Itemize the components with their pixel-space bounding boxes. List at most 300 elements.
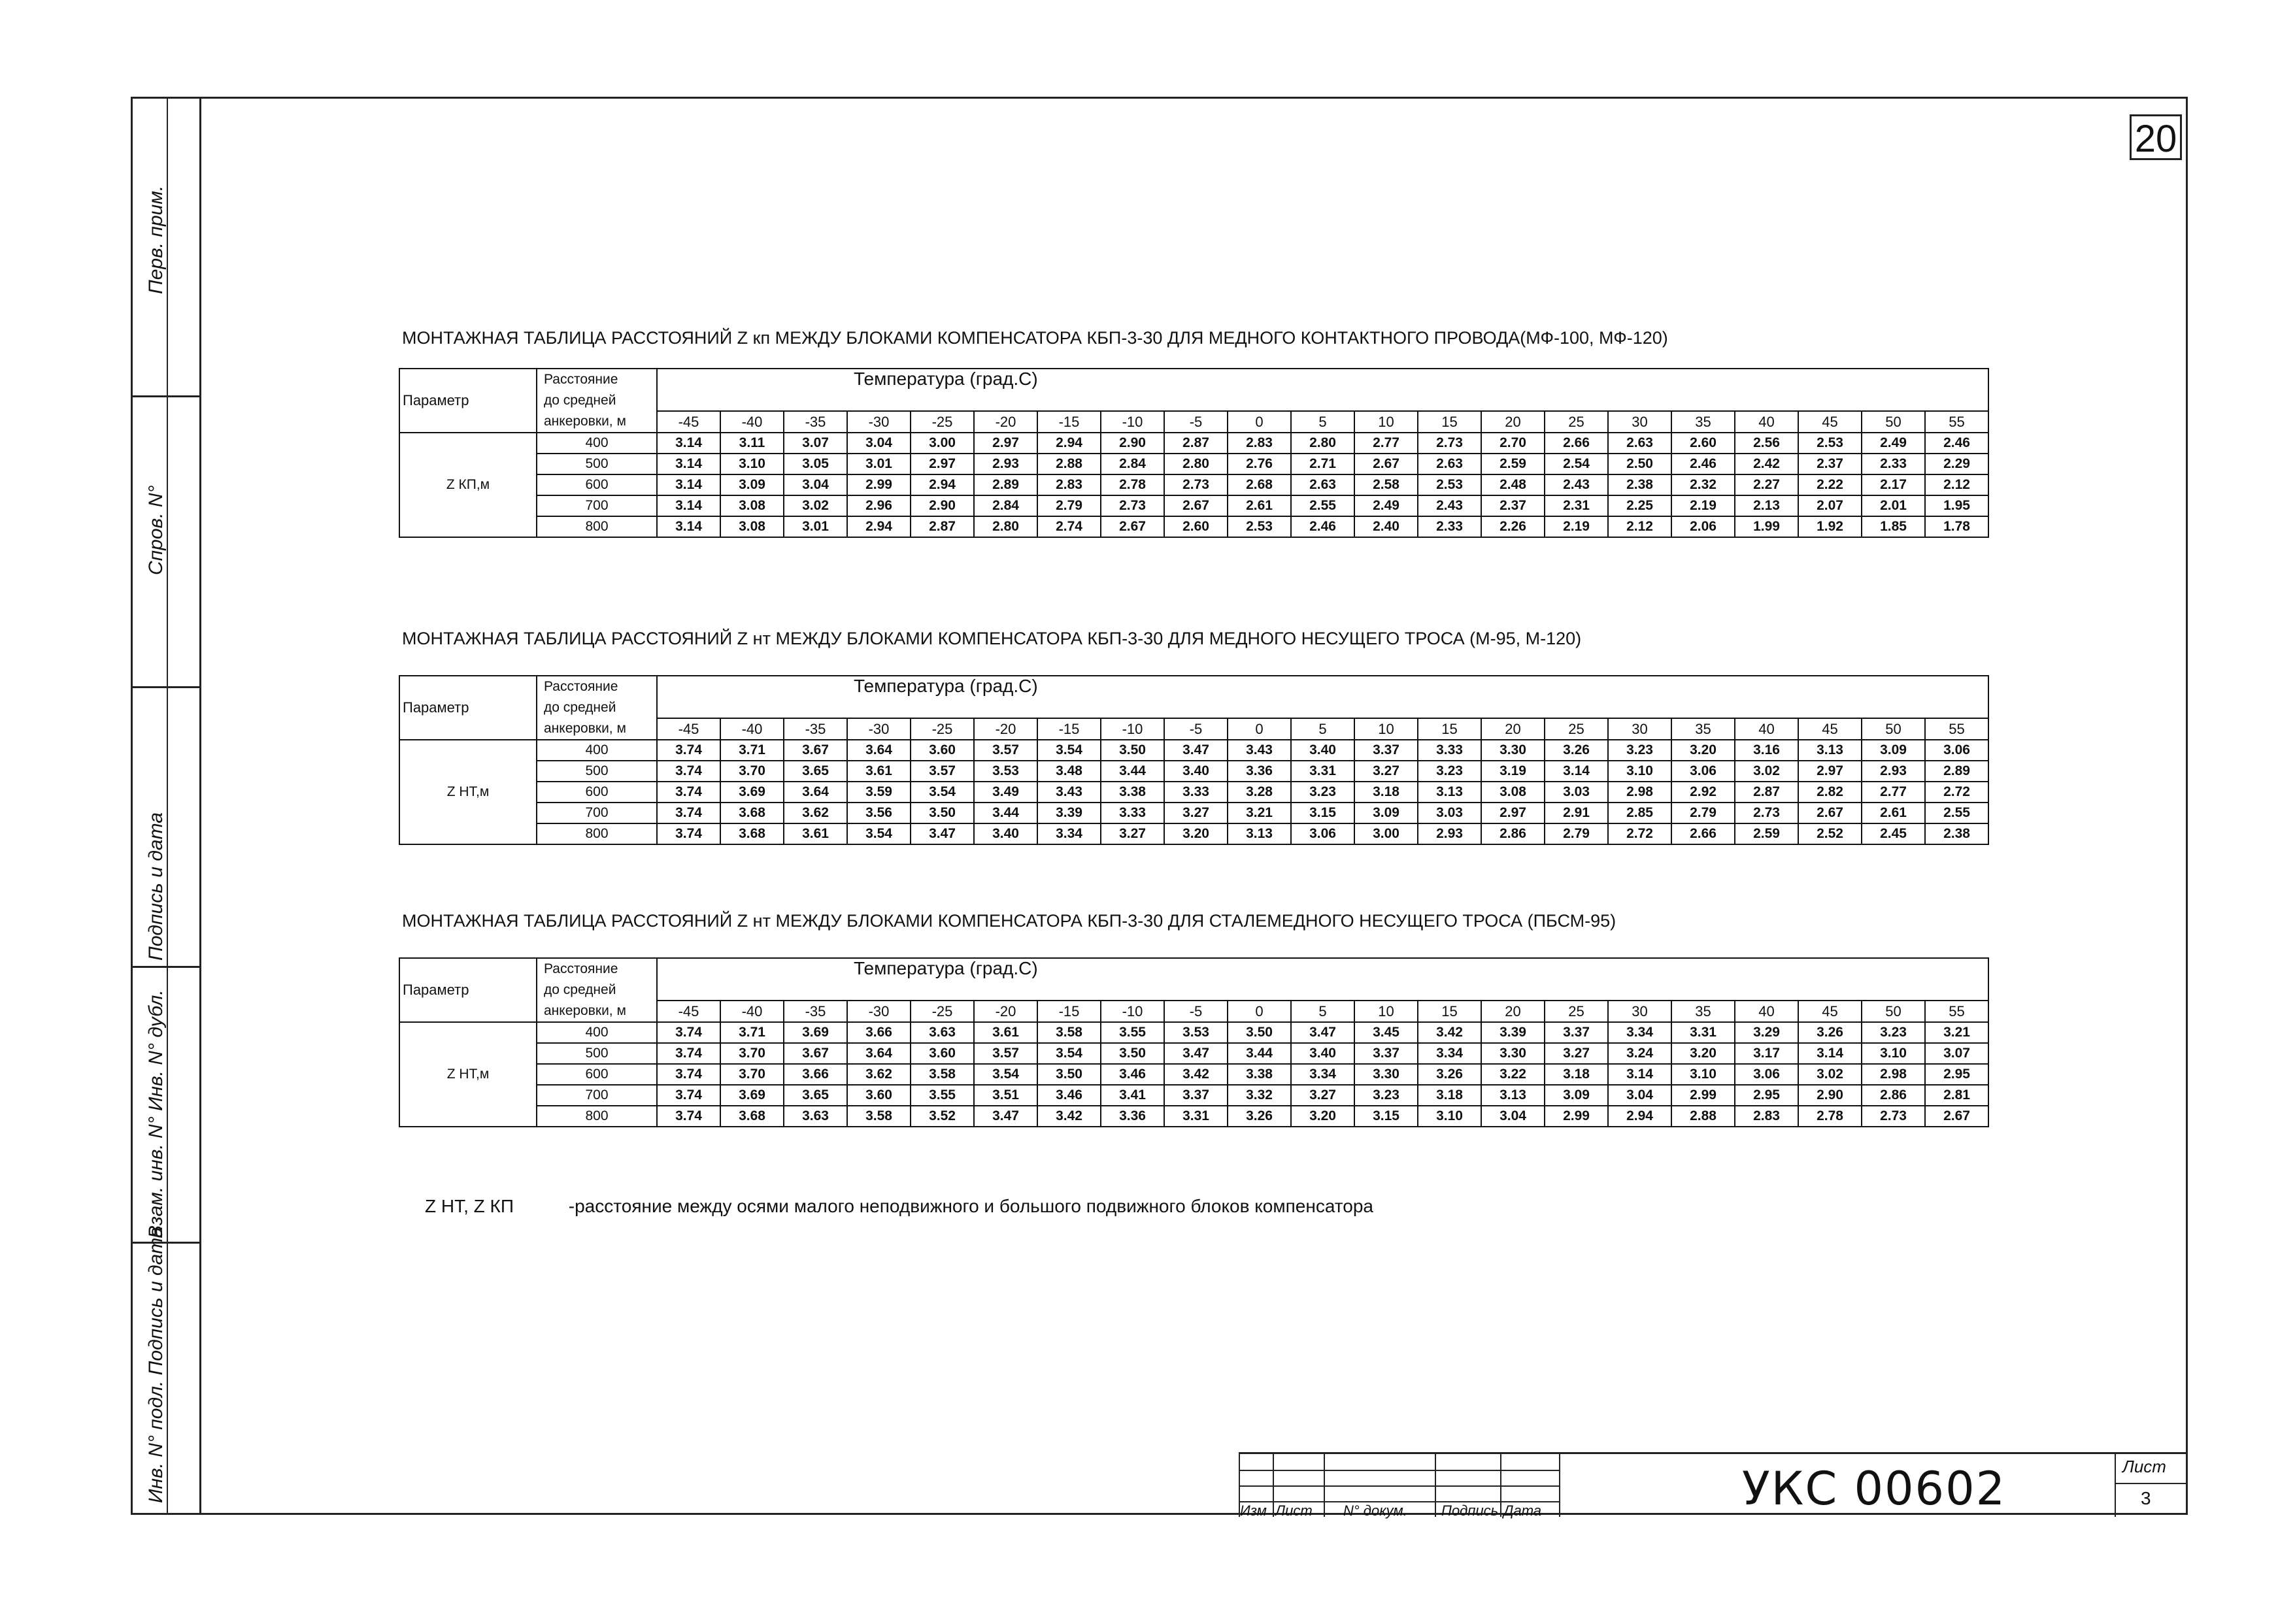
temperature-header-cell: 55 [1925,1001,1988,1022]
value-cell: 2.99 [847,474,911,495]
value-cell: 2.63 [1608,433,1671,454]
value-cell: 3.74 [657,782,720,803]
value-cell: 3.43 [1037,782,1101,803]
stamp-label-doc-no: N° докум. [1343,1502,1407,1519]
param-cell: Z НТ,м [399,740,537,844]
temperature-header-cell: -10 [1101,411,1164,433]
temperature-header-cell: 50 [1862,1001,1925,1022]
temperature-header-cell: -45 [657,718,720,740]
value-cell: 3.15 [1291,803,1354,823]
value-cell: 3.74 [657,1085,720,1106]
value-cell: 2.85 [1608,803,1671,823]
value-cell: 3.39 [1481,1022,1545,1043]
value-cell: 3.21 [1228,803,1291,823]
value-cell: 3.27 [1101,823,1164,844]
value-cell: 2.67 [1925,1106,1988,1127]
value-cell: 3.21 [1925,1022,1988,1043]
value-cell: 2.97 [974,433,1037,454]
value-cell: 3.39 [1037,803,1101,823]
value-cell: 3.03 [1545,782,1608,803]
value-cell: 3.74 [657,1043,720,1064]
temperature-header-cell: 25 [1545,411,1608,433]
value-cell: 2.46 [1925,433,1988,454]
value-cell: 3.20 [1164,823,1228,844]
value-cell: 2.46 [1671,454,1735,474]
title-block-line [1239,1485,1559,1487]
value-cell: 2.98 [1862,1064,1925,1085]
value-cell: 2.27 [1735,474,1798,495]
value-cell: 2.55 [1291,495,1354,516]
value-cell: 2.84 [1101,454,1164,474]
temperature-header-cell: 35 [1671,1001,1735,1022]
value-cell: 3.62 [784,803,847,823]
stamp-label-izm: Изм [1240,1502,1267,1519]
header-dist-line1: Расстояние [537,369,657,390]
value-cell: 3.00 [911,433,974,454]
value-cell: 3.13 [1418,782,1481,803]
value-cell: 3.31 [1671,1022,1735,1043]
value-cell: 3.58 [847,1106,911,1127]
header-param: Параметр [399,676,537,740]
value-cell: 3.54 [847,823,911,844]
legend-note-key: Z НТ, Z КП [425,1196,514,1216]
value-cell: 3.64 [847,1043,911,1064]
value-cell: 3.44 [1228,1043,1291,1064]
value-cell: 3.74 [657,823,720,844]
value-cell: 3.64 [784,782,847,803]
value-cell: 2.19 [1671,495,1735,516]
value-cell: 2.66 [1671,823,1735,844]
title-block [1239,1452,2186,1517]
temperature-header-cell: 40 [1735,718,1798,740]
value-cell: 2.81 [1925,1085,1988,1106]
value-cell: 1.92 [1798,516,1862,537]
value-cell: 3.33 [1164,782,1228,803]
temperature-header-cell: 25 [1545,1001,1608,1022]
value-cell: 2.86 [1481,823,1545,844]
value-cell: 3.55 [911,1085,974,1106]
value-cell: 2.72 [1925,782,1988,803]
value-cell: 2.25 [1608,495,1671,516]
title-block-col [1273,1454,1274,1517]
title-block-line [2115,1483,2186,1484]
value-cell: 3.56 [847,803,911,823]
value-cell: 3.62 [847,1064,911,1085]
distance-cell: 800 [537,516,657,537]
temperature-header-cell: 30 [1608,1001,1671,1022]
value-cell: 1.78 [1925,516,1988,537]
temperature-header-cell: -15 [1037,1001,1101,1022]
temperature-header-cell: -35 [784,1001,847,1022]
value-cell: 2.70 [1481,433,1545,454]
table-row [399,474,1988,495]
value-cell: 3.68 [720,823,784,844]
value-cell: 3.50 [911,803,974,823]
value-cell: 3.42 [1418,1022,1481,1043]
value-cell: 3.18 [1545,1064,1608,1085]
value-cell: 3.40 [1164,761,1228,782]
value-cell: 3.44 [1101,761,1164,782]
mounting-table-contact-wire [399,368,1989,538]
value-cell: 2.13 [1735,495,1798,516]
table-row [399,803,1988,823]
value-cell: 3.05 [784,454,847,474]
param-cell: Z КП,м [399,433,537,537]
temperature-header-cell: -20 [974,718,1037,740]
value-cell: 2.67 [1164,495,1228,516]
binding-strip-separator [131,686,201,688]
value-cell: 2.55 [1925,803,1988,823]
value-cell: 3.10 [1862,1043,1925,1064]
value-cell: 3.07 [1925,1043,1988,1064]
temperature-header-cell: 40 [1735,1001,1798,1022]
value-cell: 2.99 [1671,1085,1735,1106]
value-cell: 3.40 [974,823,1037,844]
stamp-label-date: Дата [1503,1502,1542,1519]
side-label-perv-prim: Перв. прим. [145,185,167,294]
temperature-header-cell: -20 [974,1001,1037,1022]
value-cell: 3.59 [847,782,911,803]
side-label-inv-podl: Инв. N° подл. Подпись и дата [145,1227,167,1503]
value-cell: 2.83 [1228,433,1291,454]
value-cell: 3.51 [974,1085,1037,1106]
temperature-header-cell: 20 [1481,718,1545,740]
value-cell: 3.23 [1418,761,1481,782]
value-cell: 3.47 [1164,740,1228,761]
temperature-header-cell: -45 [657,411,720,433]
value-cell: 3.37 [1354,740,1418,761]
value-cell: 2.83 [1735,1106,1798,1127]
value-cell: 2.97 [1798,761,1862,782]
value-cell: 2.38 [1925,823,1988,844]
title-block-col [1435,1454,1436,1517]
temperature-header-cell: -40 [720,1001,784,1022]
value-cell: 3.10 [720,454,784,474]
value-cell: 2.07 [1798,495,1862,516]
value-cell: 3.16 [1735,740,1798,761]
value-cell: 2.79 [1671,803,1735,823]
value-cell: 3.17 [1735,1043,1798,1064]
value-cell: 2.42 [1735,454,1798,474]
value-cell: 3.04 [1608,1085,1671,1106]
value-cell: 2.90 [1101,433,1164,454]
value-cell: 3.54 [1037,1043,1101,1064]
value-cell: 2.49 [1354,495,1418,516]
value-cell: 2.22 [1798,474,1862,495]
temperature-header-cell: 45 [1798,1001,1862,1022]
value-cell: 2.97 [911,454,974,474]
value-cell: 2.54 [1545,454,1608,474]
value-cell: 3.42 [1037,1106,1101,1127]
mounting-table-copper-carrier [399,675,1989,845]
value-cell: 2.89 [1925,761,1988,782]
value-cell: 2.37 [1798,454,1862,474]
value-cell: 2.77 [1354,433,1418,454]
value-cell: 3.29 [1735,1022,1798,1043]
table-row [399,433,1988,454]
value-cell: 3.47 [1291,1022,1354,1043]
value-cell: 2.26 [1481,516,1545,537]
value-cell: 3.13 [1228,823,1291,844]
value-cell: 3.65 [784,1085,847,1106]
value-cell: 2.50 [1608,454,1671,474]
distance-cell: 600 [537,1064,657,1085]
value-cell: 3.20 [1671,740,1735,761]
value-cell: 3.10 [1608,761,1671,782]
value-cell: 2.94 [1037,433,1101,454]
temperature-header-cell: -25 [911,411,974,433]
value-cell: 3.09 [1354,803,1418,823]
temperature-header-cell: 50 [1862,411,1925,433]
value-cell: 3.47 [911,823,974,844]
value-cell: 2.99 [1545,1106,1608,1127]
value-cell: 3.09 [720,474,784,495]
header-param: Параметр [399,369,537,433]
value-cell: 3.55 [1101,1022,1164,1043]
value-cell: 3.61 [847,761,911,782]
value-cell: 3.34 [1418,1043,1481,1064]
table-row [399,1106,1988,1127]
table-row [399,1064,1988,1085]
value-cell: 3.06 [1291,823,1354,844]
value-cell: 3.23 [1354,1085,1418,1106]
value-cell: 3.68 [720,803,784,823]
value-cell: 3.61 [974,1022,1037,1043]
title-block-col [1324,1454,1325,1517]
value-cell: 2.80 [1291,433,1354,454]
distance-cell: 700 [537,495,657,516]
list-number: 3 [2141,1488,2151,1508]
value-cell: 3.65 [784,761,847,782]
value-cell: 3.31 [1291,761,1354,782]
value-cell: 2.43 [1418,495,1481,516]
value-cell: 3.49 [974,782,1037,803]
value-cell: 3.02 [784,495,847,516]
value-cell: 3.08 [1481,782,1545,803]
value-cell: 2.59 [1481,454,1545,474]
distance-cell: 700 [537,803,657,823]
value-cell: 2.60 [1671,433,1735,454]
value-cell: 2.73 [1164,474,1228,495]
value-cell: 2.53 [1798,433,1862,454]
value-cell: 3.14 [1608,1064,1671,1085]
value-cell: 2.97 [1481,803,1545,823]
temperature-header-cell: 15 [1418,718,1481,740]
value-cell: 3.53 [974,761,1037,782]
value-cell: 3.27 [1291,1085,1354,1106]
value-cell: 3.38 [1101,782,1164,803]
value-cell: 3.70 [720,761,784,782]
stamp-label-list: Лист [1275,1502,1313,1519]
value-cell: 3.60 [911,740,974,761]
value-cell: 2.88 [1671,1106,1735,1127]
document-code: УКС 00602 [1742,1462,2007,1516]
value-cell: 3.69 [720,782,784,803]
value-cell: 3.06 [1671,761,1735,782]
value-cell: 2.87 [1735,782,1798,803]
temperature-header-cell: 50 [1862,718,1925,740]
distance-cell: 500 [537,761,657,782]
mounting-table-steel-copper-carrier [399,957,1989,1127]
side-label-podpis-data: Подпись и дата [145,812,167,961]
value-cell: 3.42 [1164,1064,1228,1085]
temperature-header-cell: -5 [1164,1001,1228,1022]
value-cell: 2.94 [1608,1106,1671,1127]
value-cell: 2.88 [1037,454,1101,474]
value-cell: 3.34 [1608,1022,1671,1043]
header-dist-line3: анкеровки, м [537,1001,657,1022]
header-dist-line2: до средней [537,980,657,1001]
header-dist-line3: анкеровки, м [537,411,657,433]
value-cell: 3.14 [657,474,720,495]
value-cell: 2.96 [847,495,911,516]
value-cell: 3.47 [974,1106,1037,1127]
value-cell: 3.41 [1101,1085,1164,1106]
value-cell: 3.32 [1228,1085,1291,1106]
value-cell: 2.53 [1418,474,1481,495]
value-cell: 3.57 [974,740,1037,761]
temperature-header-cell: -35 [784,718,847,740]
value-cell: 2.93 [1418,823,1481,844]
temperature-header-cell: -5 [1164,411,1228,433]
value-cell: 3.14 [657,454,720,474]
header-temperature: Температура (град.С) [657,958,1988,1001]
title-block-col [1559,1454,1560,1517]
temperature-header-cell: 0 [1228,718,1291,740]
value-cell: 3.30 [1481,740,1545,761]
temperature-header-cell: -20 [974,411,1037,433]
header-dist-line3: анкеровки, м [537,718,657,740]
value-cell: 2.38 [1608,474,1671,495]
value-cell: 3.30 [1354,1064,1418,1085]
value-cell: 3.58 [911,1064,974,1085]
temperature-header-cell: -25 [911,718,974,740]
temperature-header-cell: 45 [1798,718,1862,740]
table-1-title: МОНТАЖНАЯ ТАБЛИЦА РАССТОЯНИЙ Z кп МЕЖДУ БЛОКАМИ КОМПЕНСАТОРА КБП-3-30 ДЛЯ МЕДНОГО КОНТАКТНОГО ПРОВОДА(МФ-100, МФ-120) [402,328,1668,348]
value-cell: 3.33 [1101,803,1164,823]
value-cell: 3.13 [1481,1085,1545,1106]
value-cell: 2.59 [1735,823,1798,844]
value-cell: 3.23 [1291,782,1354,803]
side-label-sprav-no: Спров. N° [145,485,167,575]
value-cell: 3.02 [1735,761,1798,782]
value-cell: 3.20 [1671,1043,1735,1064]
value-cell: 3.07 [784,433,847,454]
binding-strip-separator [131,966,201,968]
value-cell: 2.73 [1735,803,1798,823]
param-cell: Z НТ,м [399,1022,537,1127]
value-cell: 2.84 [974,495,1037,516]
value-cell: 3.01 [784,516,847,537]
value-cell: 3.74 [657,740,720,761]
value-cell: 3.27 [1354,761,1418,782]
value-cell: 3.08 [720,495,784,516]
value-cell: 3.50 [1101,740,1164,761]
value-cell: 3.70 [720,1043,784,1064]
value-cell: 1.85 [1862,516,1925,537]
temperature-header-cell: 25 [1545,718,1608,740]
value-cell: 3.57 [974,1043,1037,1064]
distance-cell: 600 [537,782,657,803]
value-cell: 2.63 [1418,454,1481,474]
table-row [399,1043,1988,1064]
value-cell: 3.58 [1037,1022,1101,1043]
value-cell: 2.60 [1164,516,1228,537]
value-cell: 2.33 [1418,516,1481,537]
table-row [399,516,1988,537]
temperature-header-cell: 45 [1798,411,1862,433]
value-cell: 3.30 [1481,1043,1545,1064]
value-cell: 3.57 [911,761,974,782]
value-cell: 3.67 [784,740,847,761]
value-cell: 3.46 [1037,1085,1101,1106]
value-cell: 3.26 [1228,1106,1291,1127]
distance-cell: 400 [537,433,657,454]
value-cell: 3.70 [720,1064,784,1085]
value-cell: 3.61 [784,823,847,844]
value-cell: 3.74 [657,1064,720,1085]
value-cell: 3.08 [720,516,784,537]
temperature-header-cell: 10 [1354,718,1418,740]
value-cell: 3.22 [1481,1064,1545,1085]
value-cell: 3.14 [1545,761,1608,782]
value-cell: 3.20 [1291,1106,1354,1127]
value-cell: 2.43 [1545,474,1608,495]
temperature-header-cell: 15 [1418,1001,1481,1022]
value-cell: 2.86 [1862,1085,1925,1106]
value-cell: 2.49 [1862,433,1925,454]
value-cell: 3.69 [784,1022,847,1043]
temperature-header-cell: 0 [1228,411,1291,433]
value-cell: 2.77 [1862,782,1925,803]
value-cell: 3.38 [1228,1064,1291,1085]
value-cell: 3.45 [1354,1022,1418,1043]
value-cell: 3.14 [657,516,720,537]
value-cell: 2.90 [1798,1085,1862,1106]
value-cell: 3.04 [784,474,847,495]
value-cell: 3.46 [1101,1064,1164,1085]
distance-cell: 500 [537,1043,657,1064]
value-cell: 3.40 [1291,740,1354,761]
stamp-label-signature: Подпись [1441,1502,1499,1519]
table-row [399,761,1988,782]
value-cell: 3.66 [847,1022,911,1043]
list-label: Лист [2122,1457,2166,1476]
value-cell: 2.67 [1798,803,1862,823]
side-label-vzam-inv: Взам. инв. N° Инв. N° дубл. [145,989,167,1238]
table-row [399,454,1988,474]
temperature-header-cell: 30 [1608,718,1671,740]
header-dist-line2: до средней [537,697,657,718]
temperature-header-cell: 10 [1354,411,1418,433]
temperature-header-cell: 15 [1418,411,1481,433]
value-cell: 2.06 [1671,516,1735,537]
value-cell: 2.73 [1418,433,1481,454]
temperature-header-cell: 10 [1354,1001,1418,1022]
value-cell: 3.14 [1798,1043,1862,1064]
temperature-header-cell: -25 [911,1001,974,1022]
value-cell: 3.48 [1037,761,1101,782]
value-cell: 3.09 [1862,740,1925,761]
value-cell: 3.09 [1545,1085,1608,1106]
sheet-number: 20 [2130,114,2182,160]
value-cell: 2.89 [974,474,1037,495]
temperature-header-cell: -30 [847,411,911,433]
value-cell: 3.26 [1418,1064,1481,1085]
value-cell: 2.58 [1354,474,1418,495]
value-cell: 2.80 [1164,454,1228,474]
legend-note-text: -расстояние между осями малого неподвижного и большого подвижного блоков компенсатора [568,1196,1374,1216]
